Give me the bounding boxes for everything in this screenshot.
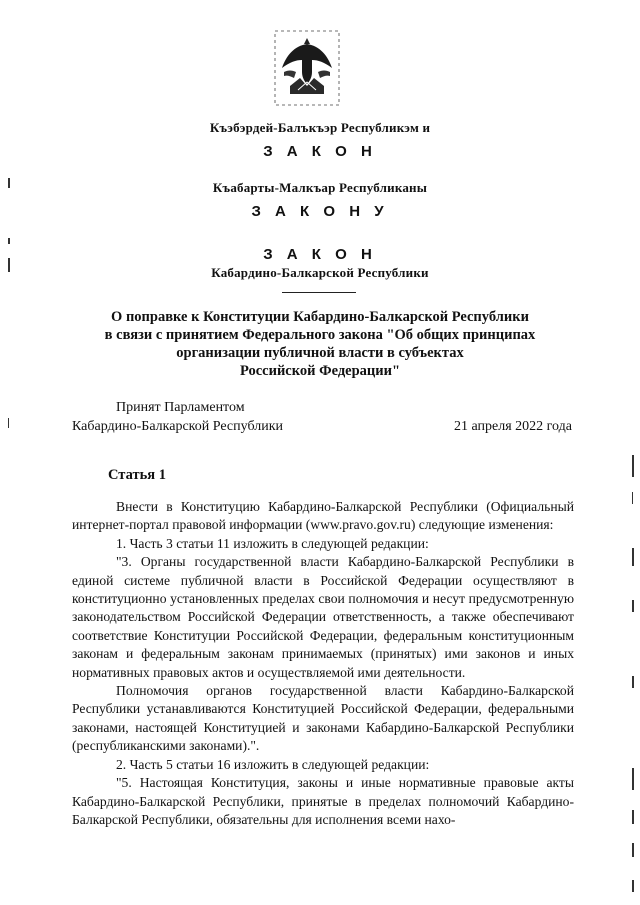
scan-mark — [8, 238, 10, 244]
balkar-law-word: З А К О Н У — [251, 203, 389, 220]
scan-mark — [632, 455, 634, 477]
scan-mark — [632, 676, 634, 688]
law-title-line: организации публичной власти в субъектах — [176, 345, 464, 361]
scan-mark — [8, 418, 9, 428]
article-paragraph: Полномочия органов государственной власти Кабардино-Балкарской Республики устанавливаются Конституцией Российской Федерации, федеральными законами, настоящей Конституцией и законами Кабардино-Балкарской Республики (республиканскими законами).". — [72, 683, 574, 754]
scan-mark — [632, 810, 634, 824]
article-paragraph: 1. Часть 3 статьи 11 изложить в следующей редакции: — [116, 535, 429, 551]
law-title-line: О поправке к Конституции Кабардино-Балкарской Республики — [111, 309, 529, 325]
adoption-date: 21 апреля 2022 года — [454, 419, 572, 434]
article-paragraph: 2. Часть 5 статьи 16 изложить в следующей редакции: — [116, 756, 430, 772]
balkar-title: Къабарты-Малкъар Республиканы — [212, 180, 428, 195]
scan-mark — [632, 880, 634, 892]
article-paragraph: "5. Настоящая Конституция, законы и иные нормативные правовые акты Кабардино-Балкарской Республики, принятые в пределах полномочий Кабардино-Балкарской Республики, обязательны для исполнения всеми нахо- — [72, 775, 574, 827]
scan-mark — [8, 178, 10, 188]
scan-mark — [632, 600, 634, 612]
russian-title: Кабардино-Балкарской Республики — [211, 265, 429, 280]
adoption-block — [72, 398, 572, 436]
scan-mark — [632, 492, 633, 504]
law-title-line: в связи с принятием Федерального закона "Об общих принципах — [104, 327, 536, 343]
kabardian-law-word: З А К О Н — [263, 143, 377, 160]
law-title — [0, 308, 640, 380]
header-divider — [282, 292, 356, 293]
article-heading: Статья 1 — [108, 467, 166, 483]
law-title-line: Российской Федерации" — [239, 363, 401, 379]
adopted-by-label: Принят Парламентом — [116, 400, 245, 415]
article-body — [72, 498, 574, 829]
article-paragraph: Внести в Конституцию Кабардино-Балкарской Республики (Официальный интернет-портал правовой информации (www.pravo.gov.ru) следующие изменения: — [72, 499, 574, 533]
adopted-parliament-name: Кабардино-Балкарской Республики — [72, 419, 283, 434]
coat-of-arms-emblem — [272, 28, 342, 108]
scan-mark — [632, 548, 634, 566]
article-paragraph: "3. Органы государственной власти Кабардино-Балкарской Республики в единой системе публичной власти в Российской Федерации осуществляют в конституционно установленных пределах свои полномочия и несут предусмотренную законодательством Российской Федерации ответственность, а также обеспечивают соответствие Конституции Российской Федерации, федеральным конституционным законам и федеральным законам принимаемых (принятых) ими законов и иных нормативных правовых актов и осуществляемой ими деятельности. — [72, 554, 574, 680]
russian-law-word: З А К О Н — [263, 246, 377, 263]
scan-mark — [632, 768, 634, 790]
scan-mark — [632, 843, 634, 857]
scan-mark — [8, 258, 10, 272]
kabardian-title: Къэбэрдей-Балъкъэр Республикэм и — [209, 120, 431, 135]
